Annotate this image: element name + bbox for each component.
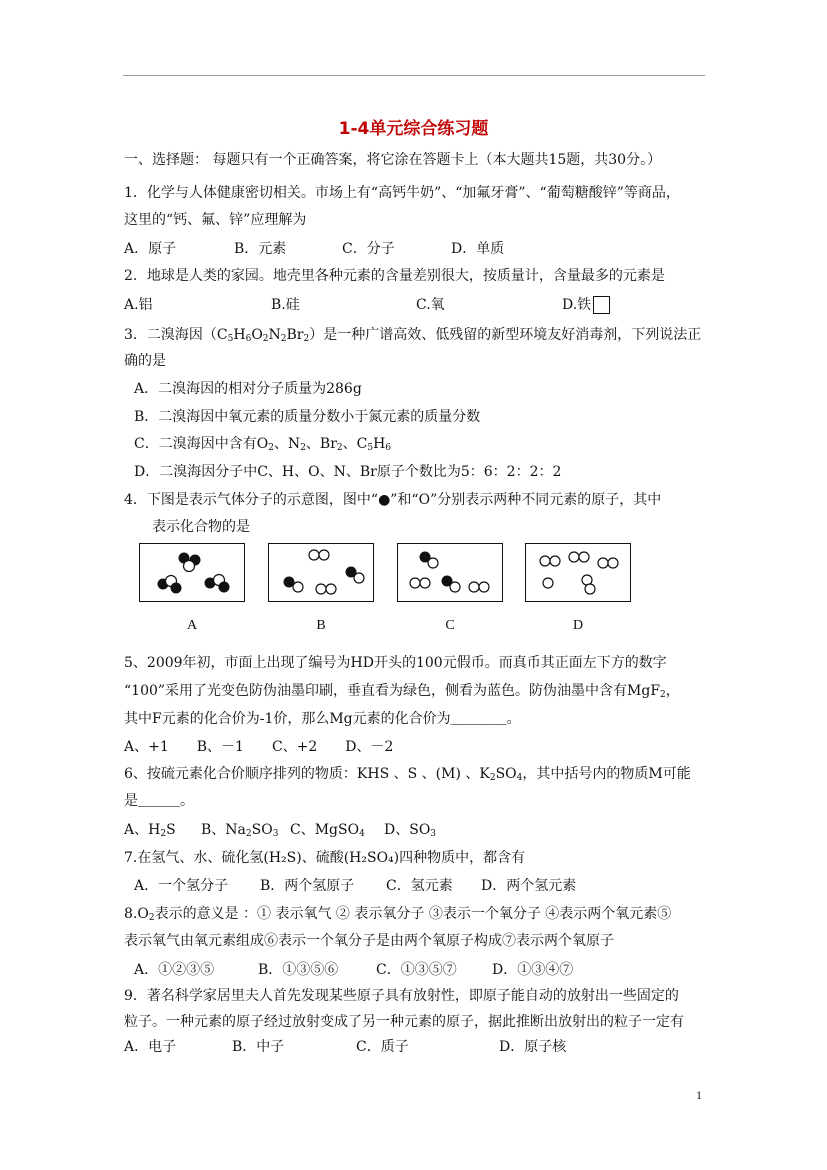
q3-sub: 2 (303, 334, 310, 344)
q9-option-d: D．原子核 (499, 1039, 567, 1055)
q5-line1: 5、2009年初，市面上出现了编号为HD开头的100元假币。而真币其正面左下方的数字 (124, 655, 667, 671)
q2-stem: 2．地球是人类的家园。地壳里各种元素的含量差别很大，按质量计，含量最多的元素是 (124, 268, 665, 284)
header-rule (123, 75, 705, 76)
q1-stem-line1: 1．化学与人体健康密切相关。市场上有“高钙牛奶”、“加氟牙膏”、“葡萄糖酸锌”等商品， (124, 185, 680, 201)
figure-label-b: B (316, 618, 326, 633)
figure-a-molecules (140, 544, 246, 603)
q9-line2: 粒子。一种元素的原子经过放射变成了另一种元素的原子，据此推断出放射出的粒子一定有 (124, 1014, 684, 1030)
q3c-text: 、N (273, 436, 301, 452)
q6d-text: D、SO (384, 822, 431, 838)
q6-sub: 2 (489, 773, 496, 783)
q5-text: “100”采用了光变色防伪油墨印刷，垂直看为绿色，侧看为蓝色。防伪油墨中含有MgF (124, 683, 661, 699)
q1-option-a: A．原子 (124, 241, 177, 257)
figure-a-box (139, 543, 245, 602)
q3-option-b: B．二溴海因中氧元素的质量分数小于氮元素的质量分数 (134, 409, 481, 425)
q8-line2: 表示氧气由氧元素组成⑥表示一个氧分子是由两个氧原子构成⑦表示两个氧原子 (124, 933, 614, 949)
q3c-sub: 5 (367, 443, 374, 453)
figure-d-molecules (526, 544, 632, 603)
q6-text: ，其中括号内的物质M可能 (522, 766, 691, 782)
q3-text-o: O (251, 327, 263, 343)
q4-stem-line2: 表示化合物的是 (152, 519, 250, 535)
q7-option-c: C．氢元素 (386, 878, 453, 894)
q3c-text: 、Br (305, 436, 337, 452)
q6-option-d (384, 821, 436, 843)
q9-option-c: C．质子 (356, 1039, 409, 1055)
q8-option-b: B．①③⑤⑥ (258, 962, 339, 978)
figure-c-box (397, 543, 503, 602)
q3c-text: 、C (342, 436, 368, 452)
q4-stem-line1: 4．下图是表示气体分子的示意图，图中“●”和“O”分别表示两种不同元素的原子，其中 (124, 492, 662, 508)
q6-text: SO (495, 766, 517, 782)
q1-option-b: B．元素 (234, 241, 287, 257)
figure-c-molecules (398, 544, 504, 603)
q3-stem-line2: 确的是 (124, 353, 166, 369)
q3-option-d: D．二溴海因分子中C、H、O、N、Br原子个数比为5：6：2：2：2 (134, 464, 562, 480)
q6c-text: C、MgSO (290, 822, 360, 838)
figure-d-box (525, 543, 631, 602)
q6-line2: 是＿＿＿。 (124, 793, 194, 809)
q3-option-a: A．二溴海因的相对分子质量为286g (134, 381, 362, 397)
q1-option-d: D．单质 (451, 241, 505, 257)
q8-option-c: C．①③⑤⑦ (376, 962, 457, 978)
q3c-sub: 2 (336, 443, 343, 453)
q6d-sub: 3 (430, 829, 437, 839)
figure-b-molecules (269, 544, 375, 603)
q8-option-a: A．①②③⑤ (134, 962, 215, 978)
q3-sub: 2 (262, 334, 269, 344)
q6c-sub: 4 (359, 829, 365, 839)
q3-text-b: ）是一种广谱高效、低残留的新型环境友好消毒剂，下列说法正 (309, 327, 702, 343)
q6-option-c (290, 821, 365, 843)
q7-stem: 7.在氢气、水、硫化氢(H₂S)、硫酸(H₂SO₄)四种物质中，都含有 (124, 850, 526, 866)
q5-line2 (124, 682, 680, 704)
q6b-sub: 2 (245, 829, 252, 839)
q7-option-d: D．两个氢元素 (481, 878, 577, 894)
q8-text: 8.O (124, 906, 149, 922)
q6b-sub: 3 (272, 829, 279, 839)
q5-sub: 2 (660, 690, 666, 700)
q3-stem-line1 (124, 326, 701, 348)
q3c-sub: 2 (300, 443, 306, 453)
q2-option-a: A.铝 (124, 297, 153, 313)
q6a-sub: 2 (160, 829, 167, 839)
q8-sub: 2 (148, 913, 155, 923)
q2-option-d (562, 296, 610, 314)
q6-line1 (124, 765, 691, 787)
q9-line1: 9．著名科学家居里夫人首先发现某些原子具有放射性，即原子能自动的放射出一些固定的 (124, 988, 679, 1004)
q6-text: 6、按硫元素化合价顺序排列的物质：KHS 、S 、(M) 、K (124, 766, 490, 782)
figure-b-box (268, 543, 374, 602)
q6a-text: A、H (124, 822, 161, 838)
q8-line1 (124, 905, 671, 927)
q7-option-b: B．两个氢原子 (260, 878, 355, 894)
q1-stem-line2: 这里的“钙、氟、锌”应理解为 (124, 212, 307, 228)
q9-option-a: A．电子 (124, 1039, 177, 1055)
q3-text-a: 3．二溴海因（C (124, 327, 228, 343)
q3-option-c (134, 435, 391, 457)
q3-sub: 2 (280, 334, 287, 344)
q2-option-d-label: D.铁 (562, 297, 592, 313)
q3c-sub: 6 (385, 443, 392, 453)
q5-line3: 其中F元素的化合价为-1价，那么Mg元素的化合价为＿＿＿＿。 (124, 711, 521, 727)
q3-text-n: N (268, 327, 281, 343)
q9-option-b: B．中子 (232, 1039, 285, 1055)
section-heading: 一、选择题： 每题只有一个正确答案，将它涂在答题卡上（本大题共15题，共30分。） (124, 152, 662, 168)
q6-sub: 4 (516, 773, 523, 783)
q3c-sub: 2 (268, 443, 274, 453)
q6b-text: B、Na (201, 822, 246, 838)
answer-box (593, 296, 610, 314)
q5-text: ， (665, 683, 680, 699)
q6-option-a (124, 821, 176, 843)
q3-sub: 6 (245, 334, 252, 344)
q3c-text: H (373, 436, 386, 452)
q6b-text: SO (251, 822, 273, 838)
q3-text-br: Br (286, 327, 304, 343)
q5-options: A、+1 B、－1 C、+2 D、－2 (124, 739, 394, 755)
q7-option-a: A．一个氢分子 (134, 878, 229, 894)
figure-label-a: A (186, 618, 198, 633)
q6a-text: S (166, 822, 176, 838)
q3-text-h: H (233, 327, 246, 343)
q8-option-d: D．①③④⑦ (492, 962, 574, 978)
figure-label-d: D (572, 618, 584, 633)
figure-label-c: C (445, 618, 455, 633)
q1-option-c: C．分子 (342, 241, 395, 257)
q2-option-c: C.氧 (416, 297, 445, 313)
page-number: 1 (696, 1088, 702, 1102)
q2-option-b: B.硅 (271, 297, 300, 313)
page-title: 1-4单元综合练习题 (338, 119, 489, 139)
q3-sub: 5 (227, 334, 234, 344)
q3c-text: C．二溴海因中含有O (134, 436, 269, 452)
q8-text: 表示的意义是 ：① 表示氧气 ② 表示氧分子 ③表示一个氧分子 ④表示两个氧元素⑤ (154, 906, 672, 922)
q6-option-b (201, 821, 278, 843)
